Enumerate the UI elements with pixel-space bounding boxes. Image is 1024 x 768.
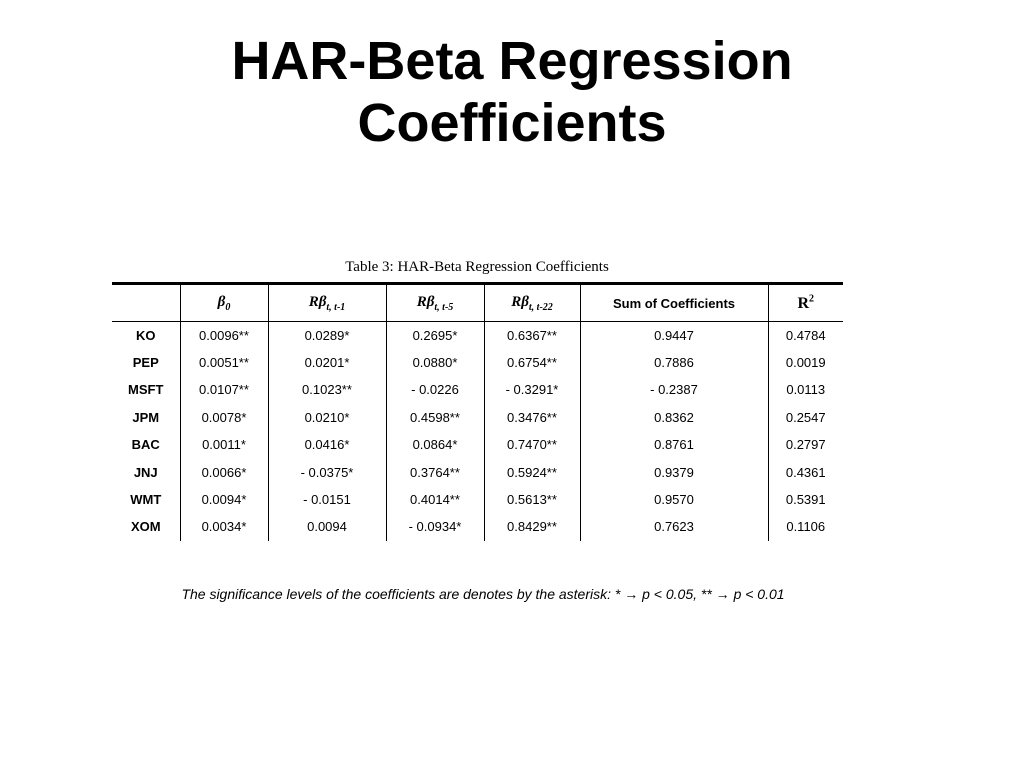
- table-cell: 0.4598**: [386, 404, 484, 431]
- table-row: [112, 349, 843, 376]
- table-body: [112, 322, 843, 541]
- table-row: [112, 404, 843, 431]
- slide-title-line-2: Coefficients: [357, 93, 667, 153]
- table-cell: - 0.0375*: [268, 458, 386, 485]
- table-cell: 0.0094: [268, 513, 386, 540]
- row-ticker: WMT: [130, 492, 162, 508]
- table-cell: 0.2547: [768, 404, 843, 431]
- table-row: [112, 486, 843, 513]
- coefficients-table: [112, 282, 843, 541]
- table-cell: 0.8429**: [484, 513, 580, 540]
- header-r2: $R^2$: [768, 284, 843, 322]
- table-cell: 0.2797: [768, 431, 843, 458]
- table-cell: 0.5924**: [484, 458, 580, 485]
- table-cell: 0.0051**: [180, 349, 268, 376]
- table-cell: - 0.0226: [386, 376, 484, 403]
- table-cell: 0.0113: [768, 376, 843, 403]
- table-caption: Table 3: HAR-Beta Regression Coefficients: [345, 259, 609, 275]
- header-rbeta-t5: $R\beta_{t, t-5}$: [386, 284, 484, 322]
- table-cell: 0.4014**: [386, 486, 484, 513]
- row-ticker: KO: [136, 327, 156, 343]
- table-cell: 0.0289*: [268, 322, 386, 349]
- table-cell: 0.2695*: [386, 322, 484, 349]
- table-cell: 0.8362: [580, 404, 768, 431]
- table-cell: 0.0019: [768, 349, 843, 376]
- header-rbeta-t1: $R\beta_{t, t-1}$: [268, 284, 386, 322]
- table-cell: - 0.0151: [268, 486, 386, 513]
- row-ticker: JPM: [132, 409, 160, 425]
- slide-title: [0, 30, 1024, 154]
- table-header-row: [112, 284, 843, 322]
- significance-footnote: The significance levels of the coefficients are denotes by the asterisk: * → p < 0.05, ** → p < 0.01: [181, 586, 785, 602]
- table-cell: - 0.0934*: [386, 513, 484, 540]
- table-cell: 0.0096**: [180, 322, 268, 349]
- table-row: [112, 322, 843, 349]
- table-cell: 0.1106: [768, 513, 843, 540]
- row-ticker: XOM: [130, 519, 161, 535]
- table-cell: 0.1023**: [268, 376, 386, 403]
- table-cell: 0.6754**: [484, 349, 580, 376]
- row-ticker: MSFT: [128, 382, 164, 398]
- table-cell: 0.0078*: [180, 404, 268, 431]
- table-cell: - 0.2387: [580, 376, 768, 403]
- table-cell: 0.0880*: [386, 349, 484, 376]
- table-cell: 0.0107**: [180, 376, 268, 403]
- table-cell: 0.0864*: [386, 431, 484, 458]
- table-cell: 0.0210*: [268, 404, 386, 431]
- table-cell: 0.0066*: [180, 458, 268, 485]
- header-beta0: $\beta_0$: [180, 284, 268, 322]
- table-cell: 0.3764**: [386, 458, 484, 485]
- table-cell: 0.7886: [580, 349, 768, 376]
- table-cell: 0.7623: [580, 513, 768, 540]
- table-cell: 0.5391: [768, 486, 843, 513]
- table-cell: 0.9379: [580, 458, 768, 485]
- row-ticker: BAC: [131, 437, 160, 453]
- table-cell: 0.0034*: [180, 513, 268, 540]
- table-cell: - 0.3291*: [484, 376, 580, 403]
- table-row: [112, 458, 843, 485]
- table-cell: 0.0094*: [180, 486, 268, 513]
- table-row: [112, 376, 843, 403]
- table-cell: 0.0011*: [180, 431, 268, 458]
- table-cell: 0.8761: [580, 431, 768, 458]
- header-rbeta-t22: $R\beta_{t, t-22}$: [484, 284, 580, 322]
- table-cell: 0.3476**: [484, 404, 580, 431]
- table-cell: 0.6367**: [484, 322, 580, 349]
- table-cell: 0.5613**: [484, 486, 580, 513]
- table-cell: 0.9570: [580, 486, 768, 513]
- table-row: [112, 431, 843, 458]
- slide-title-line-1: HAR-Beta Regression: [231, 31, 793, 91]
- table-cell: 0.4784: [768, 322, 843, 349]
- header-empty: [112, 284, 180, 322]
- table-cell: 0.0201*: [268, 349, 386, 376]
- table-cell: 0.0416*: [268, 431, 386, 458]
- row-ticker: PEP: [132, 355, 159, 371]
- table-row: [112, 513, 843, 540]
- table-cell: 0.7470**: [484, 431, 580, 458]
- table-cell: 0.9447: [580, 322, 768, 349]
- table-cell: 0.4361: [768, 458, 843, 485]
- header-sum: Sum of Coefficients: [580, 284, 768, 322]
- row-ticker: JNJ: [133, 464, 158, 480]
